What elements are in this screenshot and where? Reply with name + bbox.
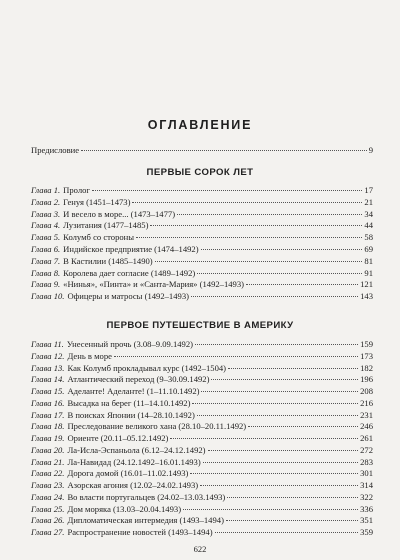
chapter-label: Глава 26. (31, 515, 65, 526)
toc-page-number: 283 (360, 456, 373, 467)
toc-entry (31, 256, 373, 267)
toc-page-number: 121 (360, 279, 373, 290)
toc-page-number: 301 (360, 468, 373, 479)
chapter-label: Глава 14. (31, 374, 65, 385)
toc-entry (31, 421, 373, 432)
chapter-label: Глава 6. (31, 244, 61, 254)
toc-entry (31, 291, 373, 302)
chapter-title: Дорога домой (16.01–11.02.1493) (67, 468, 189, 479)
chapter-title: Королева дает согласие (1489–1492) (63, 267, 196, 278)
toc-page-number: 9 (368, 145, 373, 155)
leader-dots (195, 343, 358, 345)
toc-entry-text: Предисловие (31, 145, 80, 155)
leader-dots (248, 425, 358, 427)
chapter-label: Глава 22. (31, 468, 65, 479)
toc-page-number: 58 (364, 232, 373, 243)
chapter-label: Глава 12. (31, 350, 65, 361)
toc-entry-preface (31, 145, 373, 156)
toc-page-number: 143 (360, 291, 373, 302)
page-title: ОГЛАВЛЕНИЕ (147, 118, 253, 132)
section-heading: ПЕРВОЕ ПУТЕШЕСТВИЕ В АМЕРИКУ (106, 320, 294, 331)
toc-page-number: 272 (360, 444, 373, 455)
chapter-title: Пролог (63, 185, 90, 195)
toc-entry (31, 433, 373, 444)
section-heading: ПЕРВЫЕ СОРОК ЛЕТ (146, 167, 254, 178)
leader-dots (155, 260, 363, 262)
chapter-title: Лузитания (1477–1485) (63, 220, 149, 231)
chapter-title: Ла-Исла-Эспаньола (6.12–24.12.1492) (67, 444, 206, 455)
leader-dots (201, 390, 358, 392)
toc-page-number: 21 (364, 196, 373, 207)
leader-dots (136, 236, 362, 238)
leader-dots (226, 519, 358, 521)
leader-dots (228, 367, 358, 369)
chapter-title: Распространение новостей (1493–1494) (67, 527, 213, 537)
toc-entry (31, 492, 373, 503)
toc-page-number: 34 (364, 208, 373, 219)
chapter-label: Глава 11. (31, 339, 64, 349)
chapter-label: Глава 23. (31, 480, 65, 490)
toc-page-number: 314 (360, 480, 373, 490)
chapter-label: Глава 7. (31, 255, 61, 266)
toc-entry (31, 220, 373, 231)
leader-dots (81, 149, 367, 151)
leader-dots (132, 201, 362, 203)
chapter-title: Колумб со стороны (63, 232, 135, 243)
chapter-label: Глава 19. (31, 433, 65, 443)
chapter-label: Глава 9. (31, 279, 61, 290)
chapter-label: Глава 24. (31, 491, 65, 502)
chapter-title: Ла-Навидад (24.12.1492–16.01.1493) (67, 456, 201, 467)
toc-entry (31, 515, 373, 526)
chapter-label: Глава 25. (31, 503, 65, 514)
chapter-title: Генуя (1451–1473) (63, 196, 131, 207)
toc-page-number: 69 (364, 244, 373, 254)
chapter-title: Ориенте (20.11–05.12.1492) (67, 433, 169, 443)
chapter-label: Глава 13. (31, 362, 65, 373)
toc-entry (31, 339, 373, 350)
toc-page-number: 216 (360, 397, 373, 408)
toc-entry (31, 244, 373, 255)
chapter-title: День в море (67, 350, 112, 361)
leader-dots (246, 283, 358, 285)
toc-page-number: 208 (360, 386, 373, 396)
leader-dots (227, 496, 358, 498)
toc-entry (31, 197, 373, 208)
chapter-title: «Нинья», «Пинта» и «Санта-Мария» (1492–1493) (63, 279, 245, 290)
leader-dots (197, 414, 358, 416)
chapter-label: Глава 1. (31, 185, 61, 195)
toc-page-number: 351 (360, 515, 373, 526)
chapter-title: Во власти португальцев (24.02–13.03.1493) (67, 491, 226, 502)
chapter-label: Глава 10. (31, 291, 65, 302)
chapter-label: Глава 20. (31, 444, 65, 455)
toc-entry (31, 232, 373, 243)
chapter-label: Глава 21. (31, 456, 65, 467)
toc-page-number: 261 (360, 433, 373, 443)
leader-dots (170, 437, 358, 439)
leader-dots (114, 355, 358, 357)
chapter-title: Индийское предприятие (1474–1492) (63, 244, 199, 254)
leader-dots (183, 508, 358, 510)
chapter-title: Унесенный прочь (3.08–9.09.1492) (66, 339, 194, 349)
toc-entry (31, 398, 373, 409)
chapter-title: Атлантический переход (9–30.09.1492) (67, 374, 210, 385)
chapter-label: Глава 16. (31, 397, 65, 408)
toc-entry (31, 410, 373, 421)
toc-page-number: 173 (360, 350, 373, 361)
leader-dots (208, 449, 359, 451)
chapter-title: Азорская агония (12.02–24.02.1493) (67, 480, 199, 490)
leader-dots (200, 484, 358, 486)
chapter-label: Глава 27. (31, 527, 65, 537)
chapter-title: Высадка на берег (11–14.10.1492) (67, 397, 191, 408)
toc-entry (31, 363, 373, 374)
chapter-title: Преследование великого хана (28.10–20.11.1492) (67, 421, 247, 432)
toc-entry (31, 279, 373, 290)
chapter-label: Глава 2. (31, 196, 61, 207)
toc-page-number: 182 (360, 362, 373, 373)
chapter-label: Глава 5. (31, 232, 61, 243)
toc-page-number: 81 (364, 255, 373, 266)
chapter-label: Глава 4. (31, 220, 61, 231)
chapter-label: Глава 3. (31, 208, 61, 219)
chapter-label: Глава 15. (31, 386, 65, 396)
toc-page-number: 336 (360, 503, 373, 514)
toc-page-number: 231 (360, 409, 373, 420)
toc-page-number: 246 (360, 421, 373, 432)
toc-entry (31, 504, 373, 515)
toc-page-number: 17 (364, 185, 373, 195)
chapter-title: В поисках Японии (14–28.10.1492) (67, 409, 195, 420)
leader-dots (197, 272, 362, 274)
chapter-title: В Кастилии (1485–1490) (63, 255, 153, 266)
toc-entry (31, 457, 373, 468)
toc-entry (31, 185, 373, 196)
leader-dots (190, 472, 358, 474)
toc-page-number: 196 (360, 374, 373, 385)
page-number: 622 (193, 544, 207, 554)
chapter-title: Офицеры и матросы (1492–1493) (67, 291, 189, 302)
toc-entry (31, 386, 373, 397)
leader-dots (203, 461, 358, 463)
toc-page-number: 44 (364, 220, 373, 231)
toc-page-number: 322 (360, 491, 373, 502)
leader-dots (211, 378, 358, 380)
chapter-title: И весело в море... (1473–1477) (63, 208, 176, 219)
toc-entry (31, 445, 373, 456)
chapter-label: Глава 17. (31, 409, 65, 420)
chapter-title: Дом моряка (13.03–20.04.1493) (67, 503, 182, 514)
toc-entry (31, 374, 373, 385)
toc-entry (31, 468, 373, 479)
leader-dots (150, 224, 362, 226)
chapter-title: Аделанте! Аделанте! (1–11.10.1492) (67, 386, 200, 396)
toc-entry (31, 268, 373, 279)
toc-page-number: 359 (360, 527, 373, 537)
leader-dots (191, 295, 358, 297)
leader-dots (215, 531, 359, 533)
toc-entry (31, 209, 373, 220)
chapter-title: Как Колумб прокладывал курс (1492–1504) (67, 362, 227, 373)
chapter-title: Дипломатическая интермедия (1493–1494) (67, 515, 224, 526)
chapter-label: Глава 8. (31, 267, 61, 278)
toc-page-number: 91 (364, 267, 373, 278)
leader-dots (201, 248, 363, 250)
toc-entry (31, 527, 373, 538)
toc-entry (31, 351, 373, 362)
leader-dots (192, 402, 358, 404)
toc-entry (31, 480, 373, 491)
toc-page-number: 159 (360, 339, 373, 349)
leader-dots (177, 213, 362, 215)
chapter-label: Глава 18. (31, 421, 65, 432)
leader-dots (92, 189, 362, 191)
